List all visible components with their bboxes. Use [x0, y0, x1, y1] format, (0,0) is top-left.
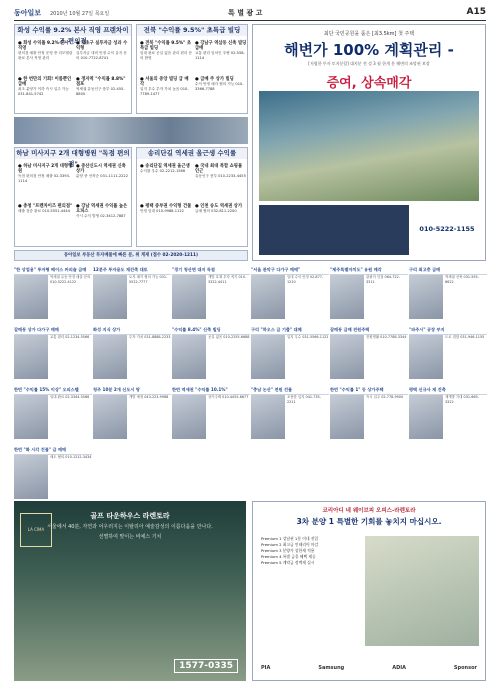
classified-title: 갈매동 급매 전원주택: [330, 326, 408, 335]
classified-ad: [330, 386, 408, 444]
ad-2-item-1: ● 전북 "수익률 9.5%" 초특급 빌딩 임대 완료 공실 없음 관리 편리 문의 환영: [140, 41, 192, 60]
sponsor-logo: Samsung: [318, 665, 345, 671]
ad-1-item-3: ● 한 번만의 기회! 이름뿐인 급매 최초 분양가 이하 즉시 입주 가능 031-841-5742: [18, 77, 72, 96]
ad-2-item-4: ● 급매 주 상가 빌딩 수익 안정 매각 협의 가능 010-3366-7788: [195, 77, 244, 91]
notice-text: 동아일보 부동산 투자매물에 빠른 분, 위 게재 (접수 02-2020-1211): [63, 253, 198, 258]
ad-block-2: [136, 24, 248, 114]
building-photo: [14, 455, 48, 499]
ad-block-3: [14, 147, 132, 247]
classified-title: "제주특별자치도" 유원 매각: [330, 266, 408, 275]
ad-1-item-2: ● 서초구 실투자금 성과 수익형 실투자금 대비 안정 수익 유지 문의 010-7722-8741: [76, 41, 128, 60]
classified-title: "경기 청산면 대지 독점: [172, 266, 250, 275]
banner-line-1: 서울에서 40분, 자연과 어우러지는 이탈리아 예술감성의 이름다움을 만나다.: [47, 524, 213, 530]
classified-title: 한번 역세권 "수익률 10.1%": [172, 386, 250, 395]
ad-4-item-2: ● 국내 최대 복합 쇼핑몰 인근 유동인구 풍부 010-2233-4455: [195, 164, 246, 178]
classified-title: 갈매동 상가 다가구 매매: [14, 326, 92, 335]
building-photo: [409, 275, 443, 319]
premium-list: [261, 536, 361, 566]
building-photo: [409, 395, 443, 439]
building-photo: [251, 395, 285, 439]
banner-line-2: 선별하여 맞이는 비예스 기치: [98, 534, 162, 540]
classified-body: 임대 수익 안정 02-877-1210: [287, 275, 324, 284]
hero-tag: 최단 국민공원을 품은 [최3.5km] 첫 주택: [323, 31, 415, 37]
ad-2-item-2: ● 강남구 역삼동 신축 빌딩 급매 교통 편리 임차인 우량 02-558-1114: [195, 41, 247, 60]
classified-title: "한 상업용" 투자형 베이스 커피숍 급매: [14, 266, 92, 275]
page-header: [14, 6, 486, 21]
classified-ad: [251, 326, 329, 384]
classified-title: 화성 지식 상가: [93, 326, 171, 335]
classified-ad: [251, 266, 329, 324]
sponsor-logo: ADIA: [392, 665, 406, 671]
hero-phone: 010-5222-1155: [419, 225, 475, 233]
hero-ad: [252, 24, 486, 261]
ad-1-item-1: ● 화성 수익률 9.2% 본사 직영 편의점 매출 안정 운영 중 리모델링 완료 본사 직영 관리: [18, 41, 73, 60]
ad-3-item-3: ● 충청 "프렌차이즈 편의점" 매출 검증 완료 010-5551-4444: [18, 204, 73, 213]
classified-body: 역세권 유동 안정 매출 문의 010-5222-4122: [50, 275, 91, 284]
brand-emblem: LA CIMA: [20, 513, 52, 547]
classified-title: 구리 최고층 급매: [409, 266, 487, 275]
building-photo: [172, 335, 206, 379]
classified-body: 관광지 인접 064-722-3311: [366, 275, 400, 284]
ad-block-1-title: 화성 수익률 9.2% 본사 직영 프랜차이즈 편의점: [15, 25, 131, 36]
classified-ad: [172, 266, 250, 324]
classified-ad: [172, 326, 250, 384]
ad-2-item-3: ● 서울의 중앙 빌딩 급 매각 입지 우수 투자 가치 높음 010-7789-1477: [140, 77, 189, 96]
building-photo: [14, 395, 48, 439]
classified-title: "파주시" 공장 부지: [409, 326, 487, 335]
classified-ad: [409, 386, 487, 444]
premium-item: Premium 4 특별 금융 혜택 제공: [261, 554, 316, 559]
hero-title: 해변가 100% 계획관리 -: [284, 41, 454, 59]
location-map: [365, 536, 479, 646]
banner-headline: 골프 타운하우스 라렌토라: [90, 512, 170, 520]
building-photo: [409, 335, 443, 379]
ad-4-item-3: ● 평택 중부권 수익형 건물 안정 임대 010-9988-1122: [140, 204, 192, 213]
classified-ad: [14, 266, 92, 324]
hero-aerial-photo: [259, 91, 479, 201]
ad-block-3-title: 하남 미사지구 2개 대형병원 "독점 편의점": [16, 149, 130, 168]
classified-title: 한번 "수익률 1" 등 상가주택: [330, 386, 408, 395]
building-photo: [14, 275, 48, 319]
classified-ad: [14, 386, 92, 444]
classified-body: 즉시 입주 02-778-9900: [366, 395, 404, 399]
officetel-title: 코리아디 네 웨이브피 오피스-라렌토라: [322, 508, 416, 514]
classified-ad: [14, 326, 92, 384]
page-number: A15: [466, 7, 486, 17]
newspaper-logo: 동아일보: [14, 9, 42, 17]
classified-title: 한번 "수익률 15% 이상" 오피스텔: [14, 386, 92, 395]
building-photo: [330, 395, 364, 439]
classified-body: 개발 예정 043-223-9988: [129, 395, 169, 399]
premium-item: Premium 1 강남권 1분 이내 진입: [261, 536, 319, 541]
hero-price-table: [259, 205, 409, 255]
building-photo: [93, 275, 127, 319]
building-photo: [93, 335, 127, 379]
classified-title: 청주 10분 2개 신도시 땅: [93, 386, 171, 395]
classified-body: 전원생활 010-7788-3344: [366, 335, 407, 339]
ad-3-item-2: ● 중산신도시 역세권 신축 상가 분양 중 선착순 031-1111-2222: [76, 164, 129, 178]
classified-title: "충남 논산" 전원 건물: [251, 386, 329, 395]
classified-body: 역세권 신축 031-555-6622: [445, 275, 479, 284]
classified-ad: [409, 326, 487, 384]
classified-body: 입지 우수 031-5566-1122: [287, 335, 329, 339]
classified-body: 개발 호재 투자 적기 010-3322-4411: [208, 275, 247, 284]
photo-strip-top: [14, 117, 248, 144]
classified-body: 공실 없음 010-2255-6688: [208, 335, 250, 339]
ad-4-item-1: ● 송리단길 역세권 올근생 수익률 우수 02-2212-1566: [140, 164, 190, 173]
sponsor-logo: PIA: [261, 665, 271, 671]
building-photo: [172, 395, 206, 439]
issue-date: 2010년 10월 27일 목요일: [50, 11, 110, 17]
building-photo: [172, 275, 206, 319]
classified-body: 매도 협의 010-1212-3434: [50, 455, 92, 459]
officetel-banner: [252, 501, 486, 681]
ad-3-item-4: ● 강남 역세권 수익률 높은 오피스 즉시 수익 발생 02-3412-7887: [76, 204, 128, 218]
classified-ad: [93, 266, 171, 324]
ad-3-item-1: ● 하남 미사지구 2개 대형병원 독점 편의점 안정 매출 02-3393-1114: [18, 164, 73, 183]
classified-title: 구리 "하오스 급 기출" 대체: [251, 326, 329, 335]
classified-ad: [172, 386, 250, 444]
golf-townhouse-banner: [14, 501, 246, 681]
classified-title: 한번 "화 시각 건물" 급 매매: [14, 446, 92, 455]
building-photo: [330, 275, 364, 319]
ad-block-4: [136, 147, 248, 247]
building-photo: [251, 275, 285, 319]
officetel-subtitle: 3차 분양 1 특별한 기회를 놓치지 마십시오.: [296, 517, 442, 526]
building-photo: [14, 335, 48, 379]
hero-slogan: 증여, 상속매각: [326, 76, 412, 91]
building-photo: [330, 335, 364, 379]
sponsor-row: [261, 662, 477, 674]
classified-ad: [93, 386, 171, 444]
classified-body: 임대 완료 02-3344-5566: [50, 395, 90, 399]
classified-body: 토지 매각 협의 가능 031-5522-7777: [129, 275, 168, 284]
ad-block-2-title: 전북 "수익률 9.5%" 초특급 빌딩: [137, 25, 247, 36]
classified-body: 상가주택 010-4455-6677: [208, 395, 249, 399]
classified-title: "서울 관악구 다가구 매매": [251, 266, 329, 275]
classified-body: 투자 가치 031-8888-2233: [129, 335, 171, 339]
section-title: 특 별 광 고: [228, 9, 263, 17]
classified-ad: [330, 266, 408, 324]
building-photo: [93, 395, 127, 439]
hero-subtitle: [저렴한 투자 토지분할] 대지분 전 성 3 월 한개 분 해변의 조망권 보장: [308, 61, 430, 66]
classified-body: 도로 접함 031-946-1155: [445, 335, 485, 339]
premium-item: Premium 5 계약금 정액제 실시: [261, 560, 315, 565]
classified-ad: [251, 386, 329, 444]
ad-block-4-title: 송리단길 역세권 올근생 수익률: [137, 148, 247, 159]
classified-ad: [330, 326, 408, 384]
building-photo: [251, 335, 285, 379]
banner-phone: 1577-0335: [174, 659, 238, 673]
classified-body: 교통 편리 02-1234-5566: [50, 335, 90, 339]
classified-body: 조용한 입지 041-735-2211: [287, 395, 321, 404]
classified-ad: [93, 326, 171, 384]
classified-body: 재개발 기대 031-665-3322: [445, 395, 479, 404]
ad-1-item-4: ● 정자역 "수익률 8.8%" 점포 역세권 유동인구 풍부 02-455-8800: [76, 77, 126, 96]
premium-item: Premium 2 최고급 인테리어 마감: [261, 542, 319, 547]
classified-title: "수익률 8.4%" 신축 빌딩: [172, 326, 250, 335]
ad-4-item-4: ● 인천 송도 역세권 상가 급매 협의 032-811-2200: [195, 204, 243, 213]
premium-item: Premium 3 분양가 상한제 적용: [261, 548, 315, 553]
classified-title: 평택 신규사 재 건축: [409, 386, 487, 395]
classified-ad: [409, 266, 487, 324]
notice-bar: [14, 250, 248, 261]
ad-block-1: [14, 24, 132, 114]
sponsor-logo: Sponsor: [453, 665, 477, 671]
classified-ad: [14, 446, 92, 504]
classified-title: 12분주 투자용도 재건축 대토: [93, 266, 171, 275]
